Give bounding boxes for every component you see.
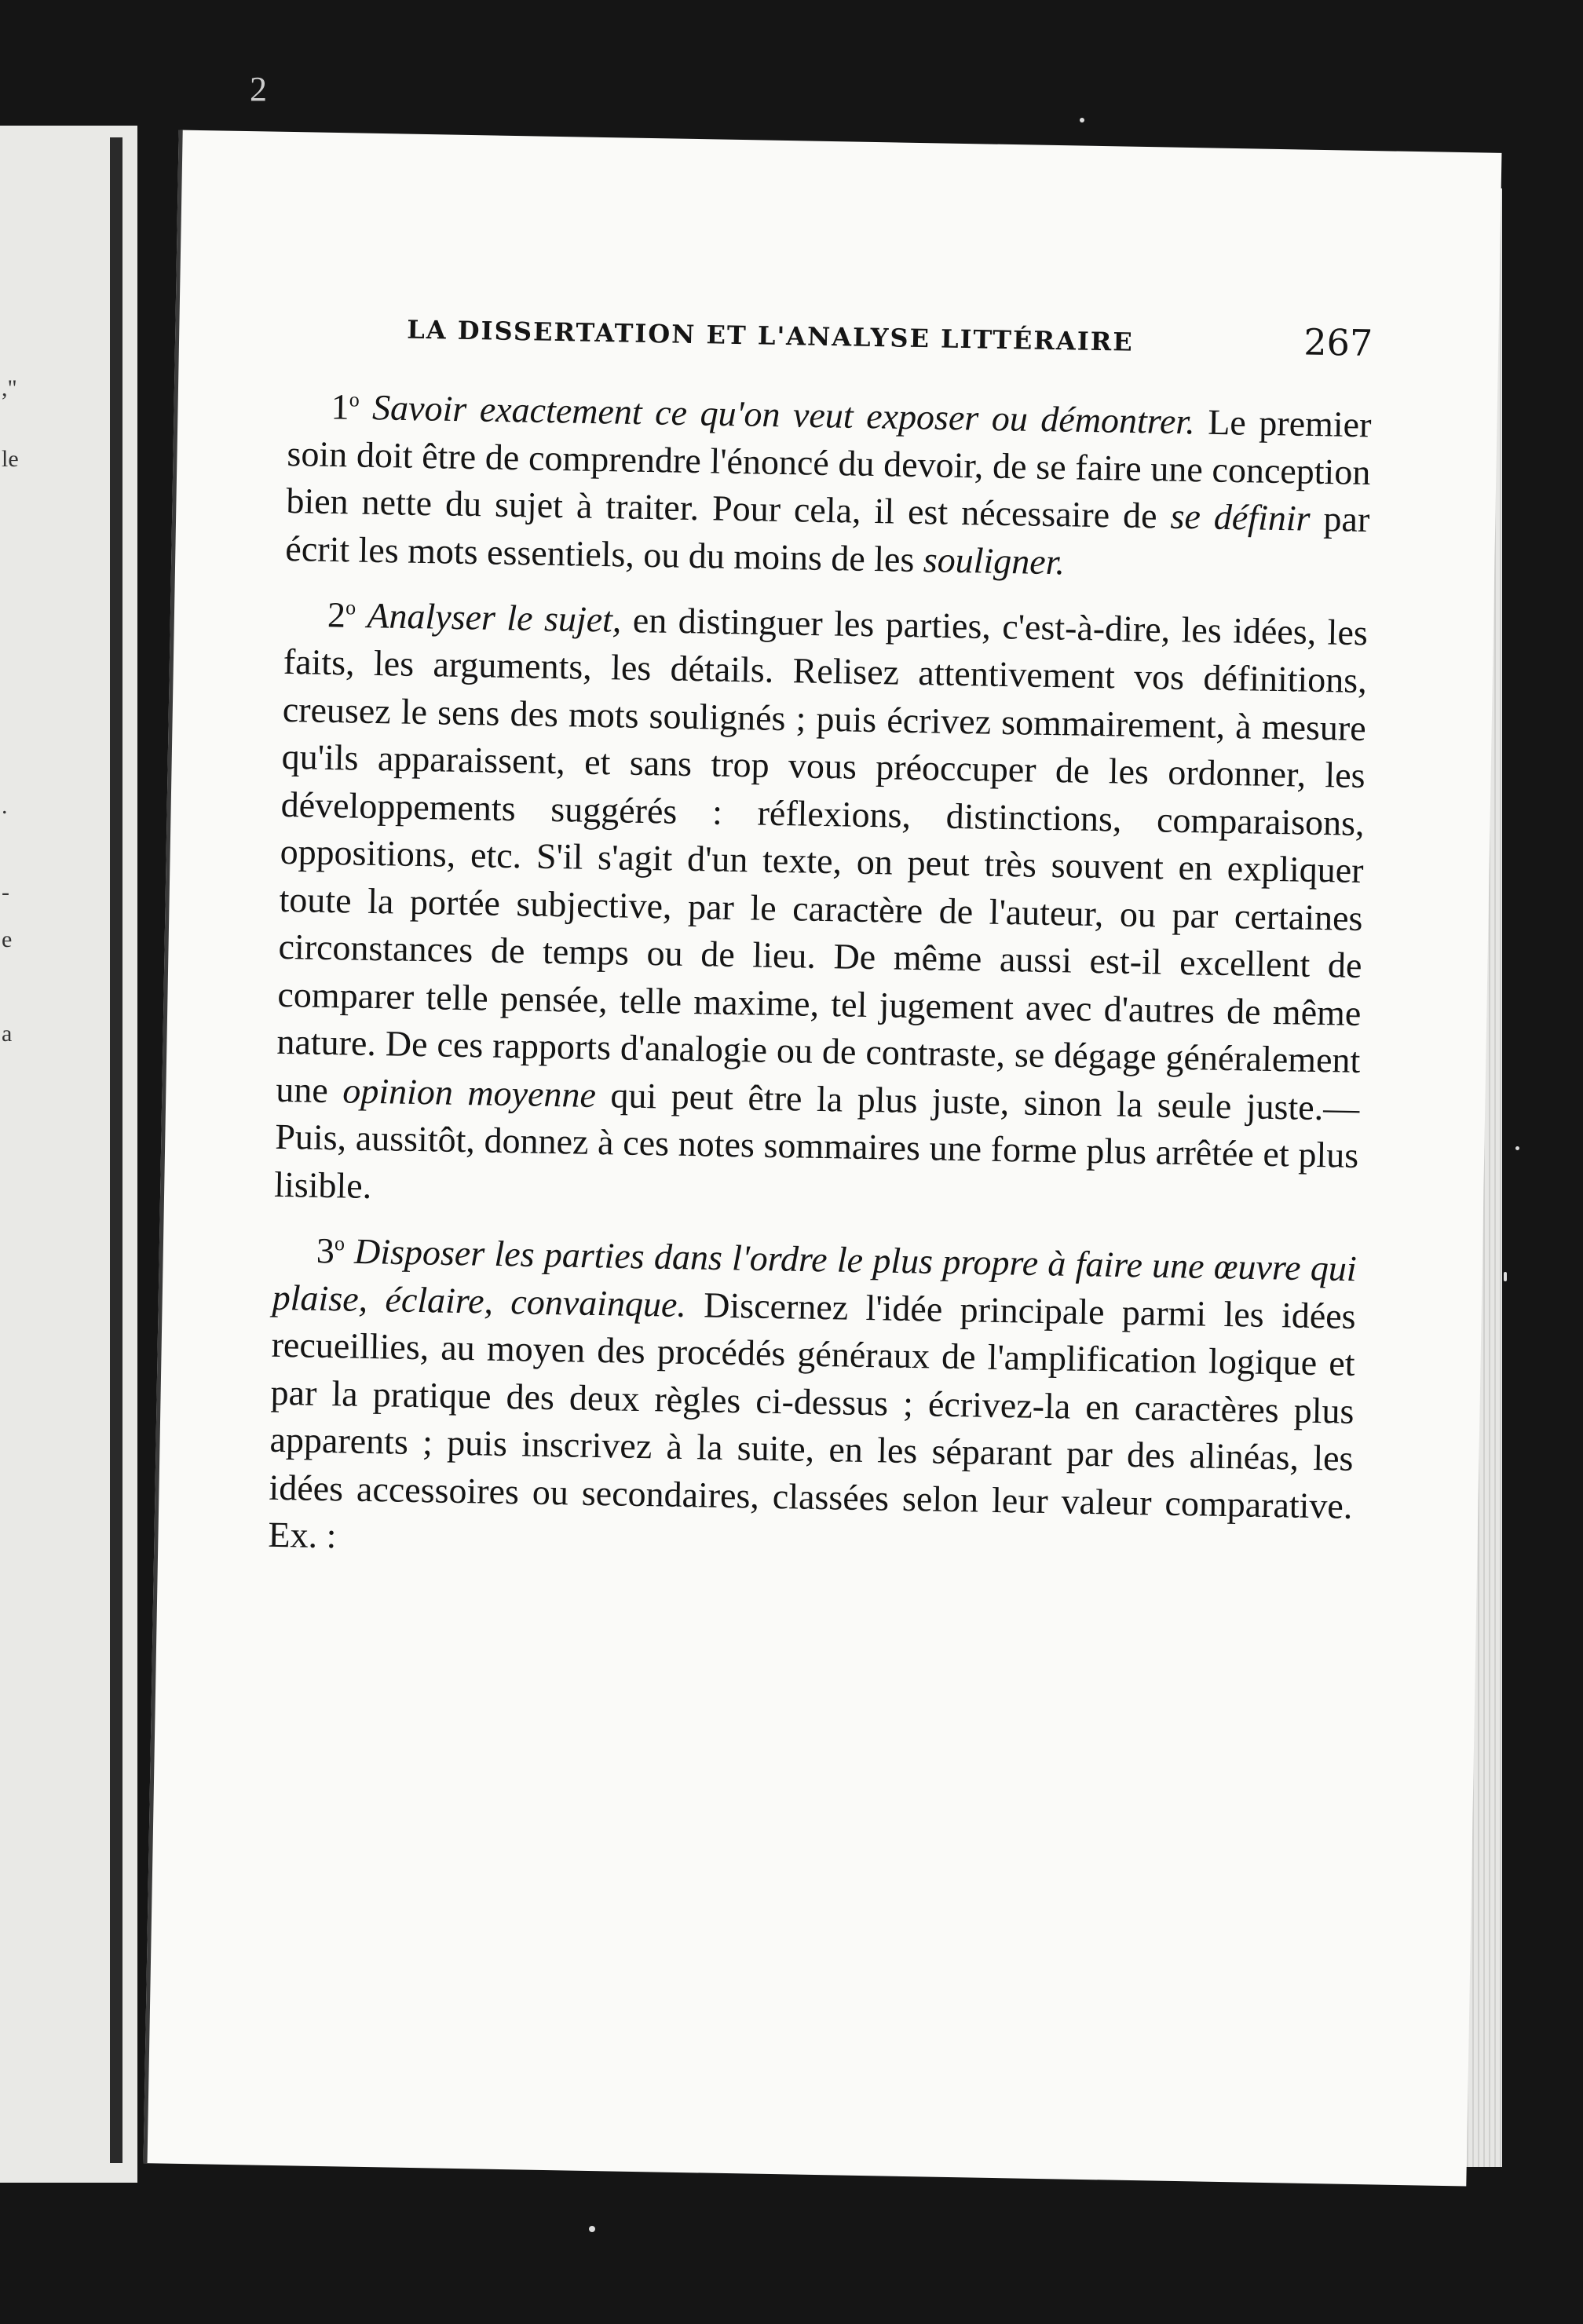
paragraph-text: Le premier soin doit être de comprendre l'énoncé du devoir, de se faire une conception bien nette du sujet à traiter. Pour cela, il est nécessaire de bbox=[286, 401, 1372, 536]
ordinal-mark: o bbox=[334, 1232, 345, 1255]
italic-text: Savoir exactement ce qu'on veut exposer ou démontrer. bbox=[371, 387, 1196, 442]
margin-fragment: - bbox=[2, 879, 9, 905]
italic-text: opinion moyenne bbox=[342, 1069, 597, 1115]
paragraph-number: 3 bbox=[316, 1230, 335, 1271]
margin-fragment: e bbox=[2, 926, 13, 952]
paragraph-text: par écrit les mots essentiels, ou du moins de les bbox=[285, 499, 1370, 579]
ordinal-mark: o bbox=[345, 596, 356, 619]
margin-fragment: a bbox=[2, 1021, 13, 1047]
paragraph-text: qui peut être la plus juste, sinon la seule juste.—Puis, aussitôt, donnez à ces notes sommaires une forme plus arrêtée et plus lisible. bbox=[273, 1074, 1360, 1206]
italic-text: Analyser le sujet, bbox=[367, 595, 622, 641]
italic-text: se définir bbox=[1170, 495, 1311, 539]
paragraph bbox=[274, 583, 1369, 1227]
paragraph bbox=[285, 375, 1372, 591]
paragraph-text: en distinguer les parties, c'est-à-dire, les idées, les faits, les arguments, les détails. Relisez attentivement vos définitions, creusez le sens des mots soulignés ; puis écrivez sommairement, à mesure qu'ils apparaissent, et sans trop vous préoccuper de les ordonner, les développements suggérés : réflexions, distinctions, comparaisons, oppositions, etc. S'il s'agit d'un texte, on peut très souvent en expliquer toute la portée subjective, par le caractère de l'auteur, ou par certaines circonstances de temps ou de lieu. De même aussi est-il excellent de comparer telle pensée, telle maxime, tel jugement avec d'autres de même nature. De ces rapports d'analogie ou de contraste, se dégage généralement une bbox=[275, 600, 1369, 1110]
page-number: 267 bbox=[1303, 320, 1373, 365]
book-page bbox=[144, 130, 1502, 2186]
dust-speck bbox=[589, 2226, 595, 2232]
paragraph-text: Discernez l'idée principale parmi les idées recueillies, au moyen des procédés généraux de l'amplification logique et par la pratique des deux règles ci-dessus ; écrivez-la en caractères plus apparents ; puis inscrivez à la suite, en les séparant par des alinéas, les idées accessoires ou secondaires, classées selon leur valeur comparative. Ex. : bbox=[268, 1284, 1357, 1556]
margin-fragment: . bbox=[2, 793, 8, 819]
ordinal-mark: o bbox=[349, 388, 360, 411]
italic-text: souligner. bbox=[923, 539, 1066, 583]
dust-speck bbox=[1515, 1146, 1519, 1150]
page-content bbox=[268, 297, 1373, 1589]
paragraph bbox=[268, 1219, 1357, 1578]
paragraph-number: 1 bbox=[331, 386, 350, 427]
dust-speck bbox=[1080, 118, 1084, 122]
running-title: LA DISSERTATION ET L'ANALYSE LITTÉRAIRE bbox=[407, 314, 1135, 357]
margin-fragment: 2 bbox=[250, 70, 267, 108]
margin-fragment: le bbox=[2, 446, 19, 472]
dust-speck bbox=[1504, 1272, 1507, 1281]
italic-text: Disposer les parties dans l'ordre le plus propre à faire une œuvre qui plaise, éclaire, convainque. bbox=[272, 1231, 1358, 1325]
left-page-gutter bbox=[110, 137, 122, 2163]
paragraph-number: 2 bbox=[327, 594, 346, 635]
running-head bbox=[288, 297, 1373, 386]
body-text bbox=[268, 375, 1372, 1578]
margin-fragment: ," bbox=[2, 375, 17, 401]
